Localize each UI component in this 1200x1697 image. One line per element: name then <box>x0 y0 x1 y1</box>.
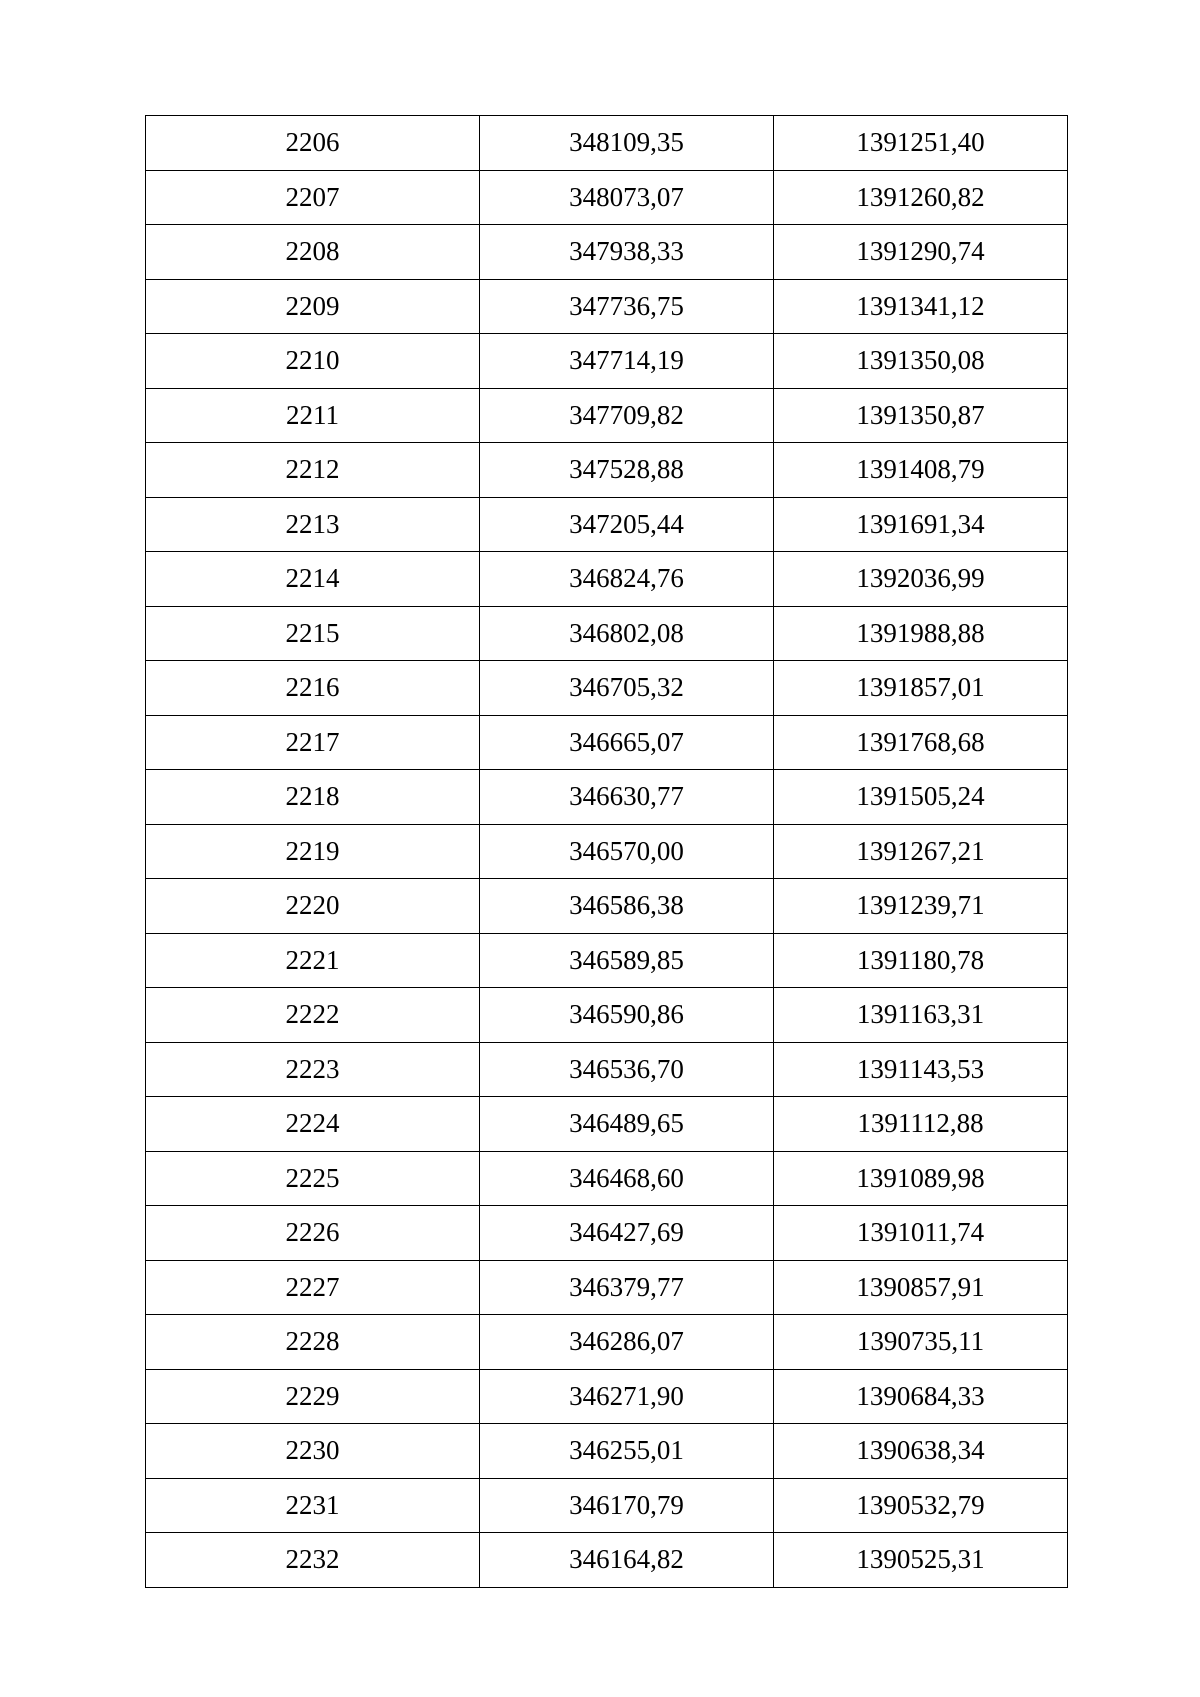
table-row <box>146 225 1068 280</box>
x-coordinate-cell: 347736,75 <box>480 279 774 334</box>
table-row <box>146 1151 1068 1206</box>
coordinates-table-body <box>146 116 1068 1588</box>
y-coordinate-cell: 1391988,88 <box>774 606 1068 661</box>
y-coordinate-cell: 1391768,68 <box>774 715 1068 770</box>
point-number-cell: 2220 <box>146 879 480 934</box>
table-row <box>146 1533 1068 1588</box>
point-number-cell: 2231 <box>146 1478 480 1533</box>
table-row <box>146 170 1068 225</box>
x-coordinate-cell: 346590,86 <box>480 988 774 1043</box>
table-row <box>146 279 1068 334</box>
point-number-cell: 2223 <box>146 1042 480 1097</box>
y-coordinate-cell: 1391408,79 <box>774 443 1068 498</box>
y-coordinate-cell: 1391251,40 <box>774 116 1068 171</box>
x-coordinate-cell: 346665,07 <box>480 715 774 770</box>
y-coordinate-cell: 1391505,24 <box>774 770 1068 825</box>
y-coordinate-cell: 1391350,08 <box>774 334 1068 389</box>
x-coordinate-cell: 346379,77 <box>480 1260 774 1315</box>
y-coordinate-cell: 1390638,34 <box>774 1424 1068 1479</box>
point-number-cell: 2228 <box>146 1315 480 1370</box>
x-coordinate-cell: 348109,35 <box>480 116 774 171</box>
x-coordinate-cell: 346630,77 <box>480 770 774 825</box>
point-number-cell: 2208 <box>146 225 480 280</box>
table-row <box>146 1260 1068 1315</box>
y-coordinate-cell: 1391163,31 <box>774 988 1068 1043</box>
table-row <box>146 988 1068 1043</box>
table-row <box>146 879 1068 934</box>
point-number-cell: 2221 <box>146 933 480 988</box>
point-number-cell: 2229 <box>146 1369 480 1424</box>
y-coordinate-cell: 1391341,12 <box>774 279 1068 334</box>
x-coordinate-cell: 346586,38 <box>480 879 774 934</box>
x-coordinate-cell: 346536,70 <box>480 1042 774 1097</box>
point-number-cell: 2210 <box>146 334 480 389</box>
point-number-cell: 2214 <box>146 552 480 607</box>
x-coordinate-cell: 346170,79 <box>480 1478 774 1533</box>
y-coordinate-cell: 1390735,11 <box>774 1315 1068 1370</box>
y-coordinate-cell: 1391260,82 <box>774 170 1068 225</box>
y-coordinate-cell: 1391350,87 <box>774 388 1068 443</box>
table-row <box>146 1042 1068 1097</box>
x-coordinate-cell: 346286,07 <box>480 1315 774 1370</box>
point-number-cell: 2218 <box>146 770 480 825</box>
y-coordinate-cell: 1392036,99 <box>774 552 1068 607</box>
table-row <box>146 1097 1068 1152</box>
y-coordinate-cell: 1390532,79 <box>774 1478 1068 1533</box>
table-row <box>146 1369 1068 1424</box>
table-row <box>146 443 1068 498</box>
point-number-cell: 2224 <box>146 1097 480 1152</box>
x-coordinate-cell: 348073,07 <box>480 170 774 225</box>
table-row <box>146 933 1068 988</box>
table-row <box>146 824 1068 879</box>
point-number-cell: 2219 <box>146 824 480 879</box>
y-coordinate-cell: 1390857,91 <box>774 1260 1068 1315</box>
x-coordinate-cell: 346824,76 <box>480 552 774 607</box>
point-number-cell: 2230 <box>146 1424 480 1479</box>
x-coordinate-cell: 347709,82 <box>480 388 774 443</box>
point-number-cell: 2225 <box>146 1151 480 1206</box>
point-number-cell: 2213 <box>146 497 480 552</box>
point-number-cell: 2216 <box>146 661 480 716</box>
x-coordinate-cell: 346589,85 <box>480 933 774 988</box>
x-coordinate-cell: 346705,32 <box>480 661 774 716</box>
point-number-cell: 2217 <box>146 715 480 770</box>
point-number-cell: 2206 <box>146 116 480 171</box>
x-coordinate-cell: 347205,44 <box>480 497 774 552</box>
table-row <box>146 1424 1068 1479</box>
y-coordinate-cell: 1391112,88 <box>774 1097 1068 1152</box>
point-number-cell: 2211 <box>146 388 480 443</box>
x-coordinate-cell: 346802,08 <box>480 606 774 661</box>
point-number-cell: 2209 <box>146 279 480 334</box>
table-row <box>146 715 1068 770</box>
table-row <box>146 116 1068 171</box>
x-coordinate-cell: 346489,65 <box>480 1097 774 1152</box>
point-number-cell: 2232 <box>146 1533 480 1588</box>
y-coordinate-cell: 1391267,21 <box>774 824 1068 879</box>
y-coordinate-cell: 1391143,53 <box>774 1042 1068 1097</box>
x-coordinate-cell: 346255,01 <box>480 1424 774 1479</box>
table-row <box>146 1206 1068 1261</box>
y-coordinate-cell: 1391857,01 <box>774 661 1068 716</box>
table-row <box>146 334 1068 389</box>
table-row <box>146 1478 1068 1533</box>
coordinates-table <box>145 115 1068 1588</box>
x-coordinate-cell: 347714,19 <box>480 334 774 389</box>
y-coordinate-cell: 1390525,31 <box>774 1533 1068 1588</box>
point-number-cell: 2226 <box>146 1206 480 1261</box>
table-row <box>146 770 1068 825</box>
table-row <box>146 606 1068 661</box>
x-coordinate-cell: 346271,90 <box>480 1369 774 1424</box>
table-row <box>146 661 1068 716</box>
y-coordinate-cell: 1391089,98 <box>774 1151 1068 1206</box>
y-coordinate-cell: 1391011,74 <box>774 1206 1068 1261</box>
y-coordinate-cell: 1391290,74 <box>774 225 1068 280</box>
table-row <box>146 497 1068 552</box>
y-coordinate-cell: 1391239,71 <box>774 879 1068 934</box>
y-coordinate-cell: 1391180,78 <box>774 933 1068 988</box>
point-number-cell: 2207 <box>146 170 480 225</box>
point-number-cell: 2222 <box>146 988 480 1043</box>
x-coordinate-cell: 346164,82 <box>480 1533 774 1588</box>
table-row <box>146 552 1068 607</box>
table-row <box>146 388 1068 443</box>
x-coordinate-cell: 346427,69 <box>480 1206 774 1261</box>
y-coordinate-cell: 1391691,34 <box>774 497 1068 552</box>
point-number-cell: 2212 <box>146 443 480 498</box>
x-coordinate-cell: 347938,33 <box>480 225 774 280</box>
x-coordinate-cell: 346570,00 <box>480 824 774 879</box>
point-number-cell: 2215 <box>146 606 480 661</box>
point-number-cell: 2227 <box>146 1260 480 1315</box>
x-coordinate-cell: 347528,88 <box>480 443 774 498</box>
x-coordinate-cell: 346468,60 <box>480 1151 774 1206</box>
y-coordinate-cell: 1390684,33 <box>774 1369 1068 1424</box>
table-row <box>146 1315 1068 1370</box>
